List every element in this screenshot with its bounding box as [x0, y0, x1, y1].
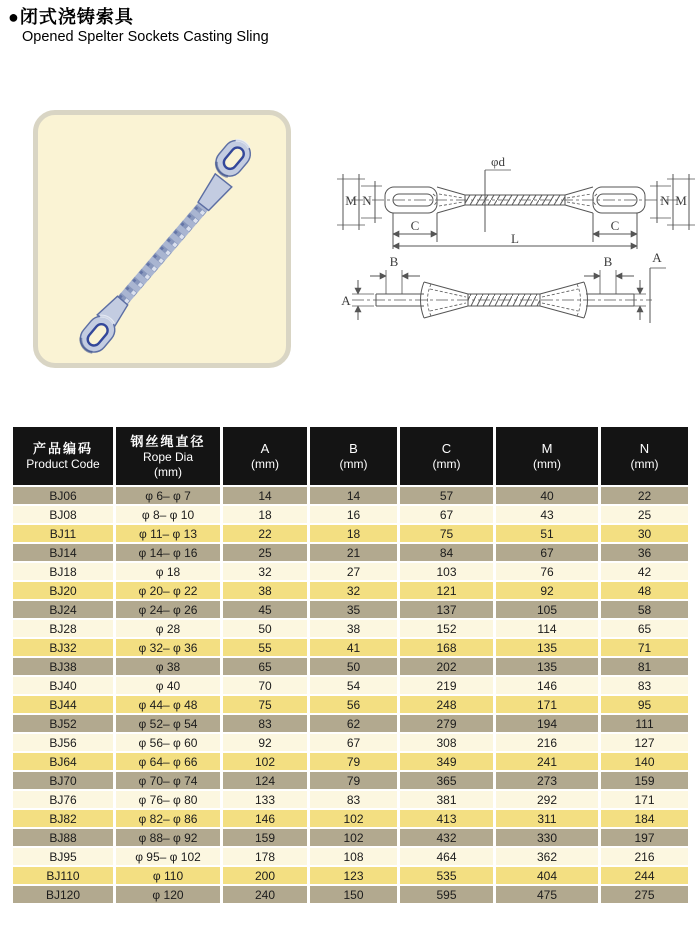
table-row — [13, 829, 688, 846]
header-rope-dia-cn: 钢丝绳直径 — [130, 433, 206, 449]
cell-c: 202 — [400, 658, 493, 675]
table-row — [13, 639, 688, 656]
cell-n: 95 — [601, 696, 688, 713]
cell-product-code: BJ08 — [13, 506, 113, 523]
cell-b: 62 — [310, 715, 397, 732]
cell-m: 135 — [496, 639, 598, 656]
cell-rope-dia: φ 44– φ 48 — [116, 696, 220, 713]
cell-c: 464 — [400, 848, 493, 865]
cell-c: 248 — [400, 696, 493, 713]
cell-product-code: BJ88 — [13, 829, 113, 846]
cell-a: 75 — [223, 696, 307, 713]
dim-label-b-left: B — [389, 254, 399, 269]
cell-b: 21 — [310, 544, 397, 561]
table-row — [13, 696, 688, 713]
cell-product-code: BJ120 — [13, 886, 113, 903]
cell-n: 111 — [601, 715, 688, 732]
cell-n: 244 — [601, 867, 688, 884]
cell-n: 140 — [601, 753, 688, 770]
cell-a: 18 — [223, 506, 307, 523]
col-header-c: C (mm) — [400, 427, 493, 485]
cell-c: 103 — [400, 563, 493, 580]
dimension-diagram-bottom — [338, 248, 670, 344]
col-header-a: A (mm) — [223, 427, 307, 485]
cell-n: 184 — [601, 810, 688, 827]
cell-m: 404 — [496, 867, 598, 884]
cell-b: 79 — [310, 772, 397, 789]
dim-label-c-left: C — [410, 218, 420, 233]
dim-label-phi-d: φd — [490, 154, 506, 169]
cell-a: 102 — [223, 753, 307, 770]
header-product-code-en: Product Code — [26, 457, 100, 471]
cell-product-code: BJ14 — [13, 544, 113, 561]
cell-n: 197 — [601, 829, 688, 846]
cell-b: 27 — [310, 563, 397, 580]
cell-product-code: BJ52 — [13, 715, 113, 732]
col-header-n: N (mm) — [601, 427, 688, 485]
cell-a: 124 — [223, 772, 307, 789]
cell-b: 32 — [310, 582, 397, 599]
cell-n: 30 — [601, 525, 688, 542]
cell-m: 92 — [496, 582, 598, 599]
cell-m: 241 — [496, 753, 598, 770]
cell-b: 56 — [310, 696, 397, 713]
cell-b: 18 — [310, 525, 397, 542]
cell-b: 102 — [310, 810, 397, 827]
page-subtitle: Opened Spelter Sockets Casting Sling — [22, 29, 269, 45]
cell-a: 240 — [223, 886, 307, 903]
cell-a: 200 — [223, 867, 307, 884]
cell-rope-dia: φ 14– φ 16 — [116, 544, 220, 561]
table-row — [13, 658, 688, 675]
cell-rope-dia: φ 110 — [116, 867, 220, 884]
table-row — [13, 563, 688, 580]
cell-n: 127 — [601, 734, 688, 751]
cell-product-code: BJ11 — [13, 525, 113, 542]
cell-n: 42 — [601, 563, 688, 580]
cell-product-code: BJ70 — [13, 772, 113, 789]
table-row — [13, 848, 688, 865]
cell-n: 171 — [601, 791, 688, 808]
cell-b: 150 — [310, 886, 397, 903]
cell-a: 32 — [223, 563, 307, 580]
cell-rope-dia: φ 20– φ 22 — [116, 582, 220, 599]
cell-n: 83 — [601, 677, 688, 694]
cell-m: 292 — [496, 791, 598, 808]
cell-a: 133 — [223, 791, 307, 808]
cell-m: 273 — [496, 772, 598, 789]
cell-product-code: BJ40 — [13, 677, 113, 694]
cell-rope-dia: φ 18 — [116, 563, 220, 580]
cell-a: 38 — [223, 582, 307, 599]
col-header-product-code — [13, 427, 113, 485]
cell-b: 108 — [310, 848, 397, 865]
dim-label-c-right: C — [610, 218, 620, 233]
cell-b: 123 — [310, 867, 397, 884]
table-row — [13, 582, 688, 599]
dim-label-m-left: M — [345, 193, 357, 208]
cell-m: 311 — [496, 810, 598, 827]
cell-b: 38 — [310, 620, 397, 637]
cell-rope-dia: φ 38 — [116, 658, 220, 675]
cell-n: 71 — [601, 639, 688, 656]
cell-c: 381 — [400, 791, 493, 808]
table-row — [13, 791, 688, 808]
table-header-row — [13, 427, 688, 485]
table-row — [13, 506, 688, 523]
cell-product-code: BJ56 — [13, 734, 113, 751]
table-row — [13, 772, 688, 789]
cell-c: 535 — [400, 867, 493, 884]
cell-rope-dia: φ 28 — [116, 620, 220, 637]
col-header-b: B (mm) — [310, 427, 397, 485]
cell-m: 105 — [496, 601, 598, 618]
cell-product-code: BJ82 — [13, 810, 113, 827]
cell-b: 67 — [310, 734, 397, 751]
table-row — [13, 620, 688, 637]
cell-c: 349 — [400, 753, 493, 770]
cell-b: 16 — [310, 506, 397, 523]
table-row — [13, 715, 688, 732]
cell-product-code: BJ06 — [13, 487, 113, 504]
dimension-diagram-top — [335, 150, 697, 252]
cell-product-code: BJ18 — [13, 563, 113, 580]
cell-b: 35 — [310, 601, 397, 618]
cell-b: 41 — [310, 639, 397, 656]
cell-m: 146 — [496, 677, 598, 694]
cell-c: 219 — [400, 677, 493, 694]
cell-m: 76 — [496, 563, 598, 580]
cell-n: 36 — [601, 544, 688, 561]
cell-product-code: BJ44 — [13, 696, 113, 713]
table-row — [13, 867, 688, 884]
cell-n: 159 — [601, 772, 688, 789]
cell-n: 58 — [601, 601, 688, 618]
cell-a: 65 — [223, 658, 307, 675]
dim-label-a-left: A — [341, 293, 351, 308]
cell-c: 152 — [400, 620, 493, 637]
cell-c: 413 — [400, 810, 493, 827]
cell-c: 365 — [400, 772, 493, 789]
cell-m: 40 — [496, 487, 598, 504]
cell-m: 67 — [496, 544, 598, 561]
table-row — [13, 544, 688, 561]
cell-n: 81 — [601, 658, 688, 675]
cell-b: 50 — [310, 658, 397, 675]
cell-product-code: BJ38 — [13, 658, 113, 675]
cell-a: 83 — [223, 715, 307, 732]
cell-c: 279 — [400, 715, 493, 732]
cell-rope-dia: φ 40 — [116, 677, 220, 694]
cell-c: 168 — [400, 639, 493, 656]
cell-rope-dia: φ 24– φ 26 — [116, 601, 220, 618]
col-header-rope-dia — [116, 427, 220, 485]
cell-a: 25 — [223, 544, 307, 561]
cell-a: 146 — [223, 810, 307, 827]
cell-c: 84 — [400, 544, 493, 561]
header-rope-dia-en: Rope Dia — [142, 449, 194, 464]
cell-rope-dia: φ 70– φ 74 — [116, 772, 220, 789]
col-header-m: M (mm) — [496, 427, 598, 485]
cell-c: 308 — [400, 734, 493, 751]
cell-a: 14 — [223, 487, 307, 504]
cell-rope-dia: φ 32– φ 36 — [116, 639, 220, 656]
cell-a: 50 — [223, 620, 307, 637]
table-row — [13, 525, 688, 542]
cell-m: 216 — [496, 734, 598, 751]
cell-n: 25 — [601, 506, 688, 523]
cell-m: 362 — [496, 848, 598, 865]
dim-label-n-right: N — [660, 193, 670, 208]
cell-rope-dia: φ 56– φ 60 — [116, 734, 220, 751]
cell-product-code: BJ64 — [13, 753, 113, 770]
cell-a: 159 — [223, 829, 307, 846]
cell-rope-dia: φ 52– φ 54 — [116, 715, 220, 732]
cell-rope-dia: φ 6– φ 7 — [116, 487, 220, 504]
cell-b: 102 — [310, 829, 397, 846]
cell-rope-dia: φ 95– φ 102 — [116, 848, 220, 865]
cell-rope-dia: φ 8– φ 10 — [116, 506, 220, 523]
cell-b: 14 — [310, 487, 397, 504]
dim-label-a-right: A — [652, 250, 662, 265]
cell-a: 22 — [223, 525, 307, 542]
cell-m: 194 — [496, 715, 598, 732]
cell-c: 67 — [400, 506, 493, 523]
cell-c: 432 — [400, 829, 493, 846]
cell-product-code: BJ95 — [13, 848, 113, 865]
cell-m: 330 — [496, 829, 598, 846]
cell-m: 171 — [496, 696, 598, 713]
cell-a: 92 — [223, 734, 307, 751]
dim-label-l: L — [511, 231, 519, 246]
header-rope-dia-unit: (mm) — [154, 464, 182, 479]
product-photo — [33, 110, 291, 368]
cell-c: 595 — [400, 886, 493, 903]
table-row — [13, 753, 688, 770]
cell-m: 51 — [496, 525, 598, 542]
cell-n: 65 — [601, 620, 688, 637]
cell-b: 83 — [310, 791, 397, 808]
cell-b: 54 — [310, 677, 397, 694]
cell-rope-dia: φ 82– φ 86 — [116, 810, 220, 827]
cell-a: 178 — [223, 848, 307, 865]
table-row — [13, 677, 688, 694]
cell-rope-dia: φ 88– φ 92 — [116, 829, 220, 846]
cell-n: 22 — [601, 487, 688, 504]
cell-product-code: BJ110 — [13, 867, 113, 884]
cell-product-code: BJ20 — [13, 582, 113, 599]
dim-label-b-right: B — [603, 254, 613, 269]
cell-a: 45 — [223, 601, 307, 618]
cell-m: 43 — [496, 506, 598, 523]
table-row — [13, 487, 688, 504]
cell-rope-dia: φ 11– φ 13 — [116, 525, 220, 542]
cell-n: 216 — [601, 848, 688, 865]
cell-rope-dia: φ 120 — [116, 886, 220, 903]
cell-a: 70 — [223, 677, 307, 694]
dim-label-n-left: N — [362, 193, 372, 208]
cell-c: 75 — [400, 525, 493, 542]
cell-m: 114 — [496, 620, 598, 637]
table-row — [13, 734, 688, 751]
page-title: ●闭式浇铸索具 — [8, 7, 134, 27]
cell-c: 137 — [400, 601, 493, 618]
table-row — [13, 886, 688, 903]
cell-rope-dia: φ 76– φ 80 — [116, 791, 220, 808]
cell-rope-dia: φ 64– φ 66 — [116, 753, 220, 770]
header-product-code-cn: 产品编码 — [32, 441, 93, 456]
cell-n: 275 — [601, 886, 688, 903]
cell-product-code: BJ76 — [13, 791, 113, 808]
cell-a: 55 — [223, 639, 307, 656]
cell-m: 135 — [496, 658, 598, 675]
cell-product-code: BJ24 — [13, 601, 113, 618]
cell-b: 79 — [310, 753, 397, 770]
table-row — [13, 810, 688, 827]
cell-c: 121 — [400, 582, 493, 599]
table-row — [13, 601, 688, 618]
sling-photo-illustration — [38, 115, 286, 363]
cell-product-code: BJ32 — [13, 639, 113, 656]
cell-product-code: BJ28 — [13, 620, 113, 637]
cell-n: 48 — [601, 582, 688, 599]
cell-m: 475 — [496, 886, 598, 903]
cell-c: 57 — [400, 487, 493, 504]
dim-label-m-right: M — [675, 193, 687, 208]
spec-table — [10, 425, 691, 905]
